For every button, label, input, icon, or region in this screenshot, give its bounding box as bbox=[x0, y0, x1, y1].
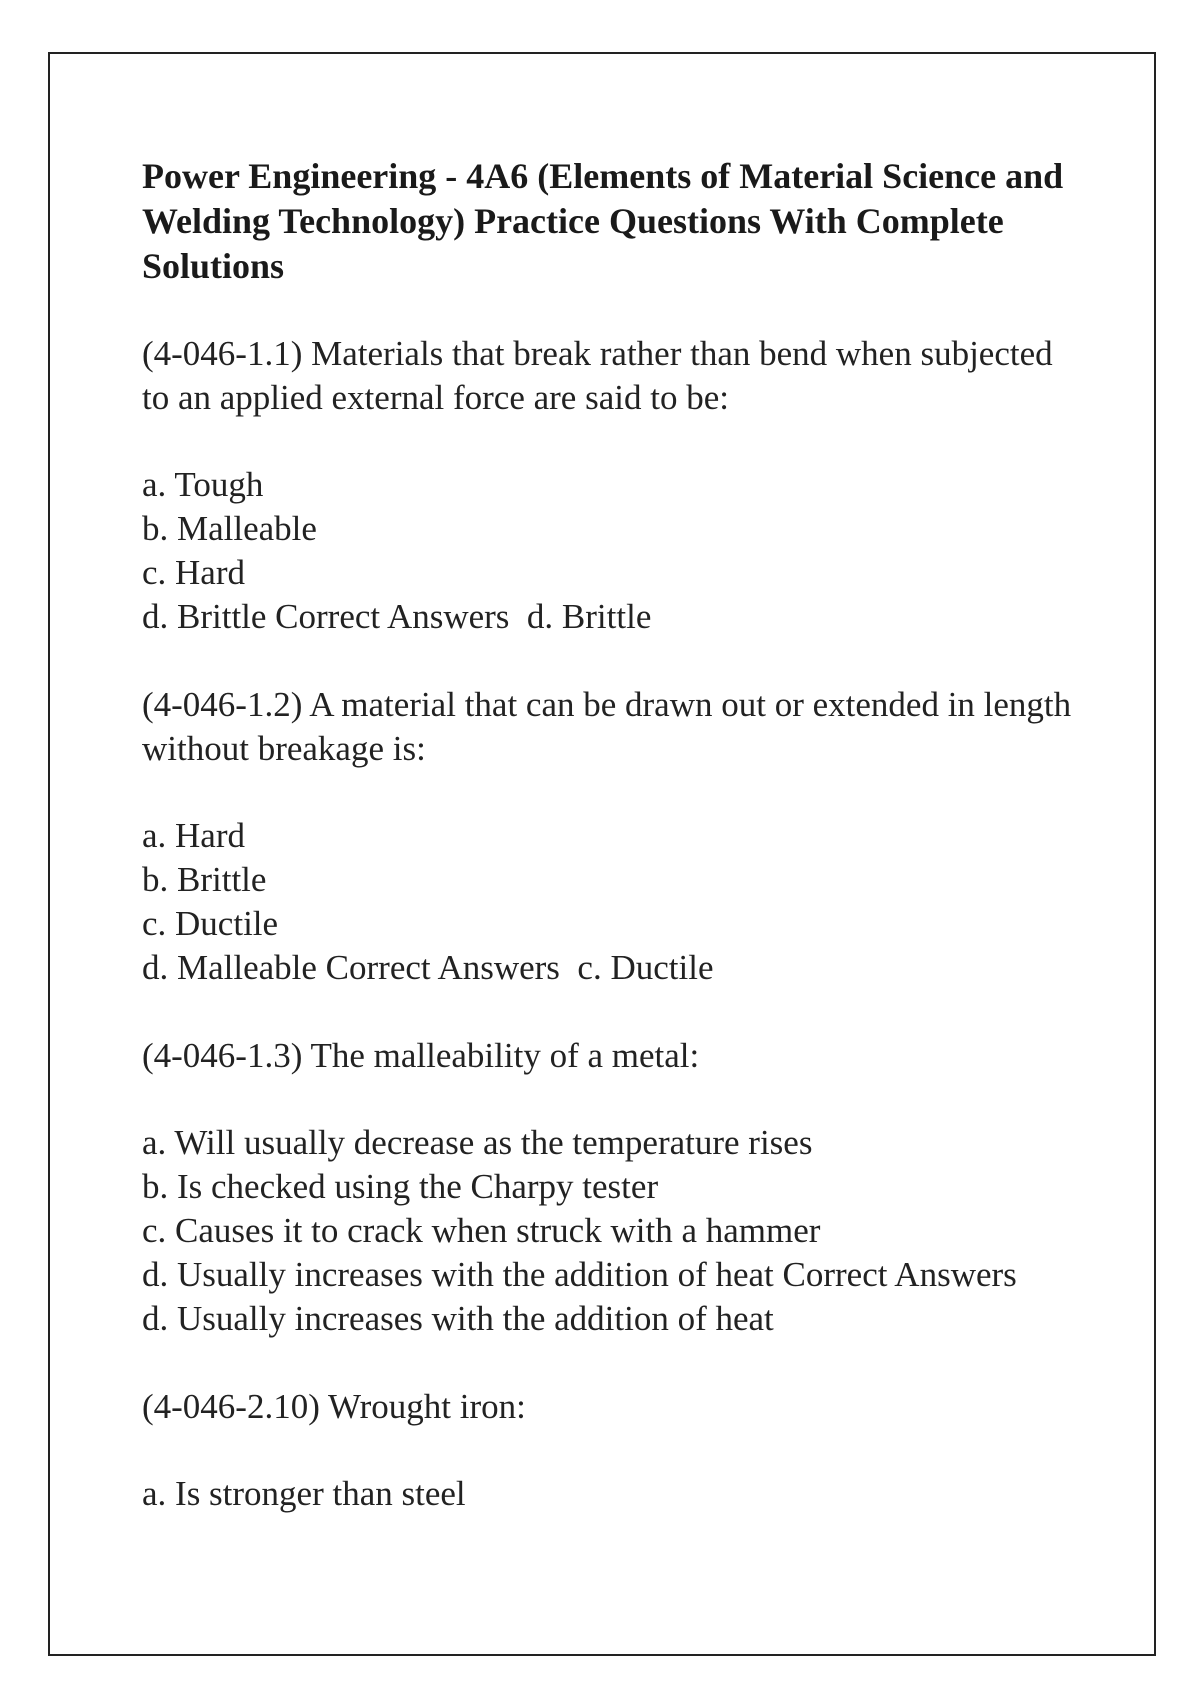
option-list bbox=[142, 1472, 1082, 1516]
option-b: b. Malleable bbox=[142, 509, 317, 548]
option-c: c. Causes it to crack when struck with a hammer bbox=[142, 1211, 821, 1250]
question-2 bbox=[142, 683, 1082, 990]
option-list bbox=[142, 463, 1082, 639]
question-text: (4-046-1.1) Materials that break rather than bend when subjected to an applied external force are said to be: bbox=[142, 334, 1053, 417]
question-1 bbox=[142, 332, 1082, 639]
option-d-with-answer: d. Malleable Correct Answers c. Ductile bbox=[142, 948, 714, 987]
option-d-with-answer: d. Usually increases with the addition of heat Correct Answers bbox=[142, 1255, 1017, 1294]
option-c: c. Hard bbox=[142, 553, 246, 592]
document-title: Power Engineering - 4A6 (Elements of Material Science and Welding Technology) Practice Questions With Complete Solutions bbox=[142, 156, 1064, 286]
question-text: (4-046-2.10) Wrought iron: bbox=[142, 1387, 526, 1426]
option-b: b. Brittle bbox=[142, 860, 267, 899]
option-c: c. Ductile bbox=[142, 904, 279, 943]
question-4 bbox=[142, 1385, 1082, 1516]
option-list bbox=[142, 814, 1082, 990]
question-3 bbox=[142, 1034, 1082, 1341]
document-content bbox=[142, 154, 1082, 1560]
question-text: (4-046-1.2) A material that can be drawn out or extended in length without breakage is: bbox=[142, 685, 1072, 768]
option-list bbox=[142, 1121, 1082, 1341]
option-a: a. Will usually decrease as the temperature rises bbox=[142, 1123, 813, 1162]
option-a: a. Hard bbox=[142, 816, 246, 855]
question-text: (4-046-1.3) The malleability of a metal: bbox=[142, 1036, 700, 1075]
option-d-with-answer: d. Brittle Correct Answers d. Brittle bbox=[142, 597, 652, 636]
option-a: a. Is stronger than steel bbox=[142, 1474, 466, 1513]
option-a: a. Tough bbox=[142, 465, 264, 504]
correct-answer: d. Usually increases with the addition of heat bbox=[142, 1299, 774, 1338]
option-b: b. Is checked using the Charpy tester bbox=[142, 1167, 659, 1206]
